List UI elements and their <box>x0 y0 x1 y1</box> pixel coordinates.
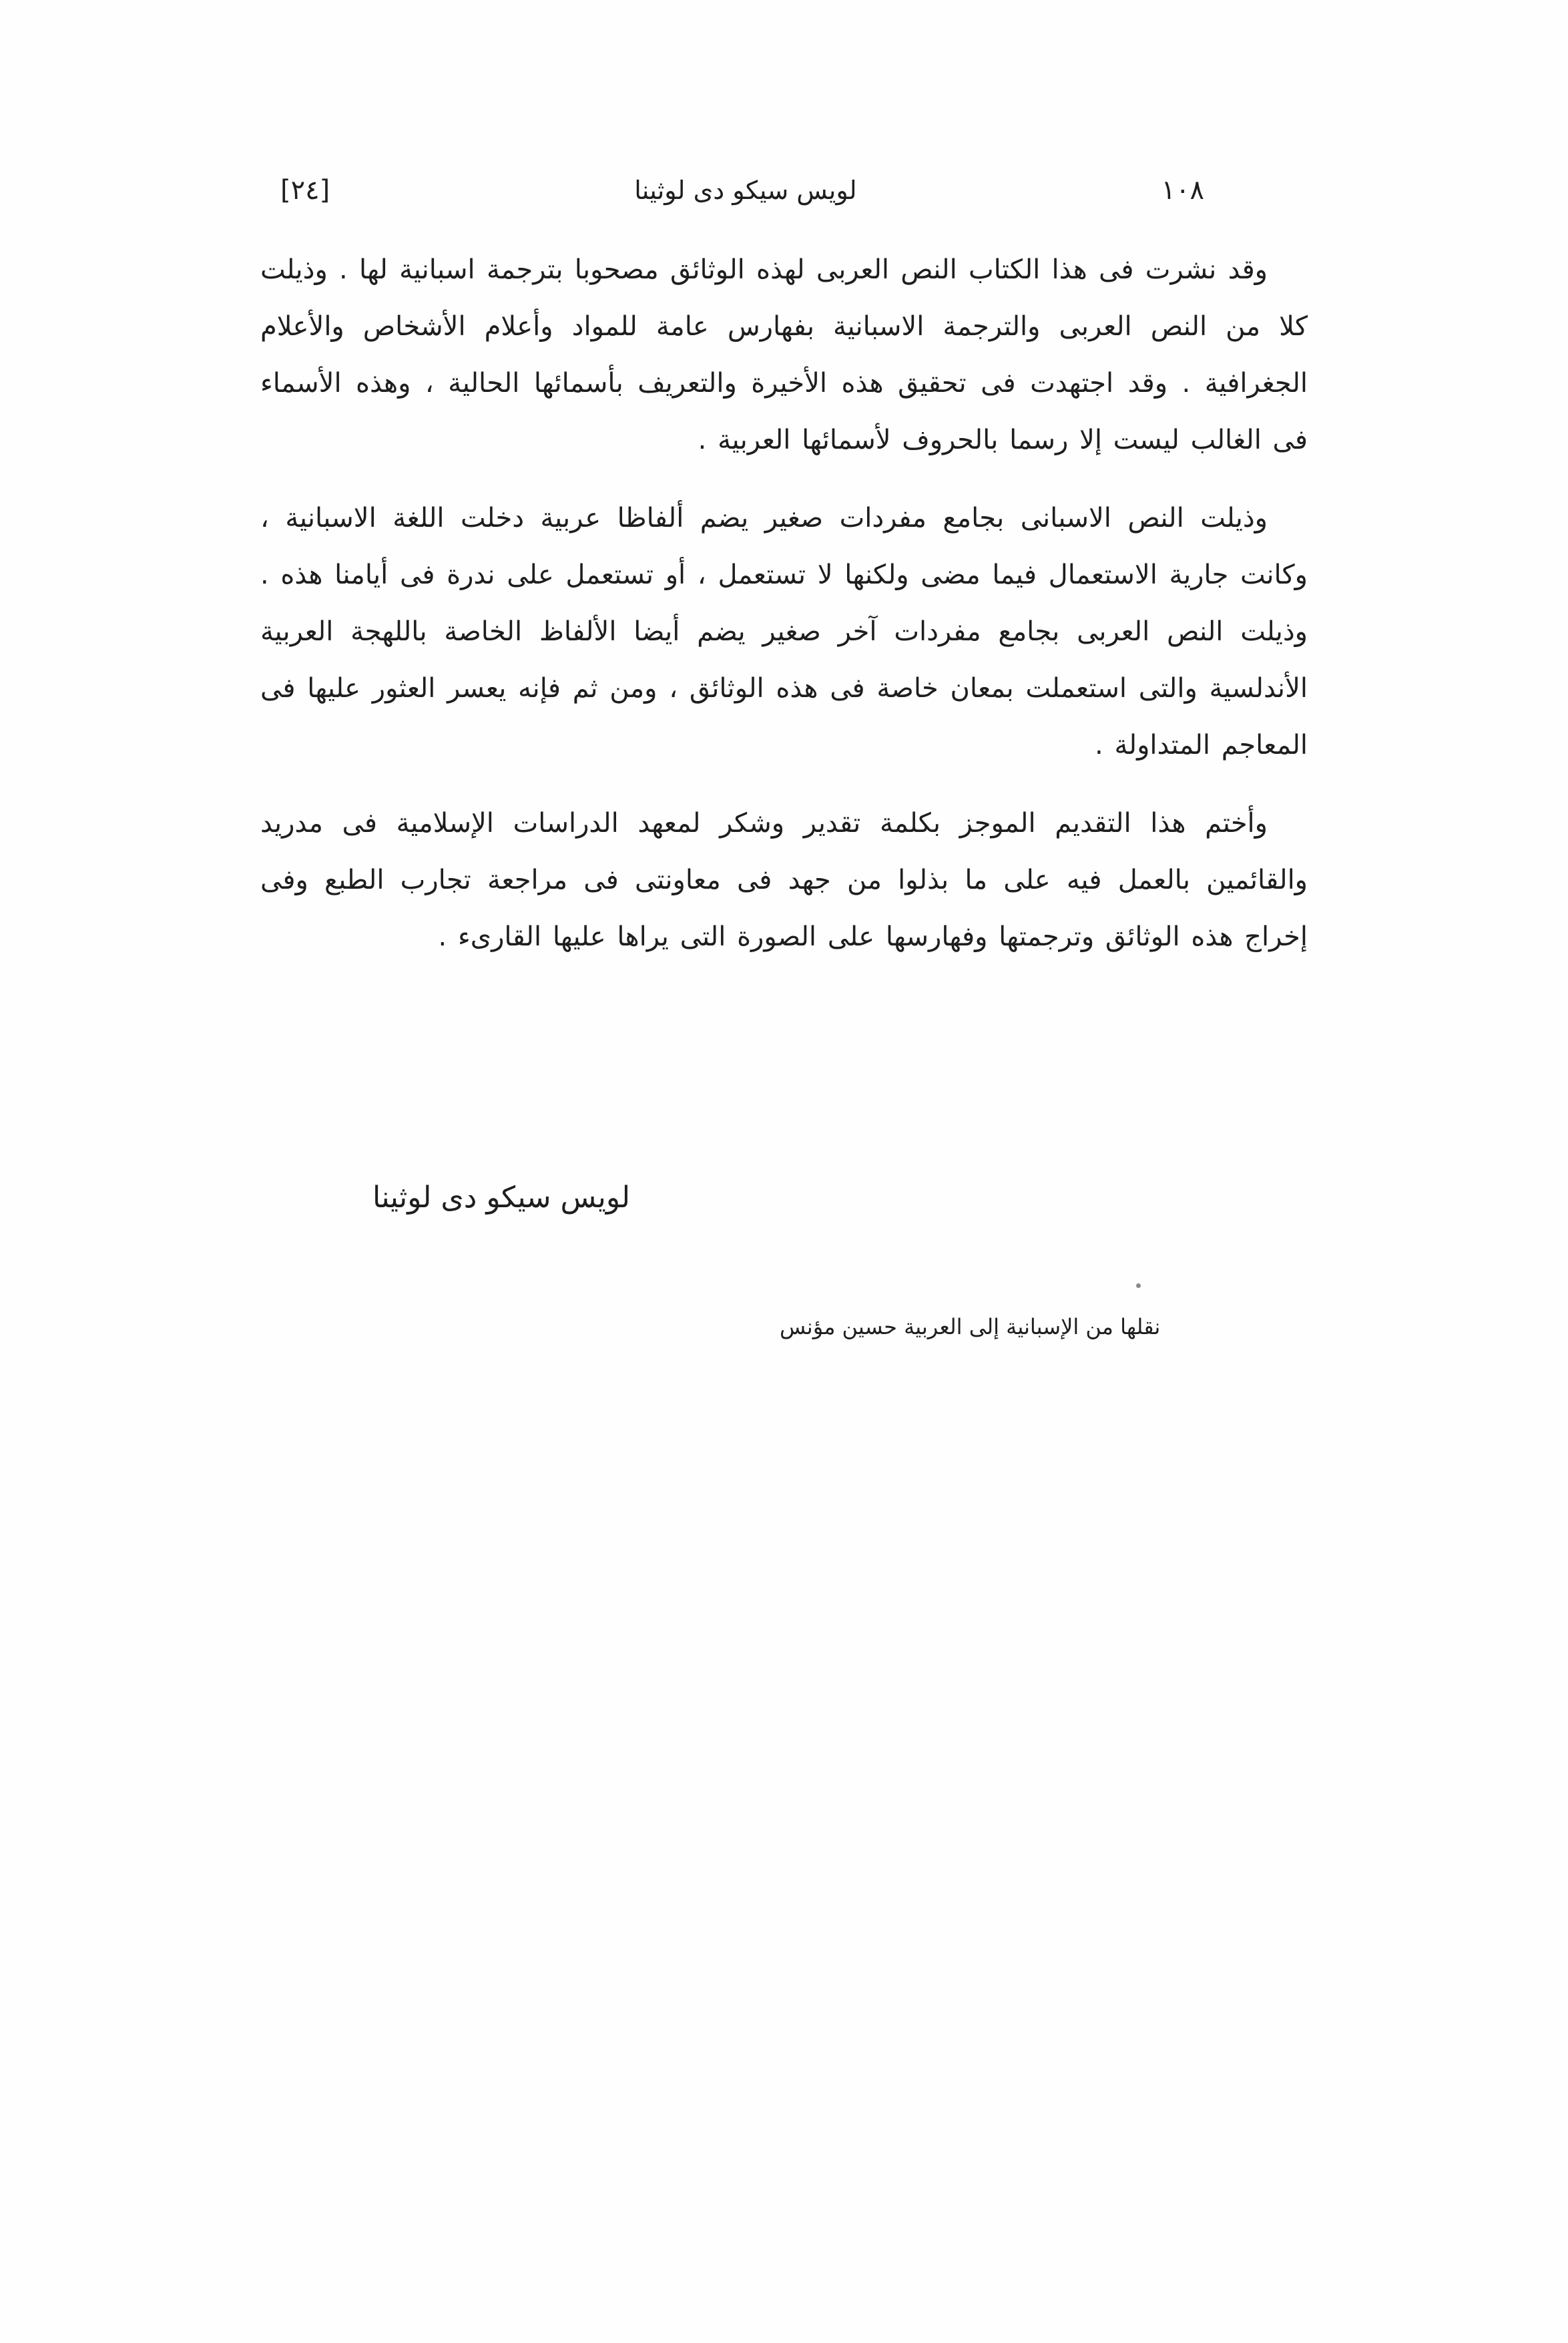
translator-note: نقلها من الإسبانية إلى العربية حسين مؤنس <box>780 1314 1161 1339</box>
page-number: ١٠٨ <box>1161 175 1204 206</box>
paragraph-glossaries-note: وذيلت النص الاسبانى بجامع مفردات صغير يضم ألفاظا عربية دخلت اللغة الاسبانية ، وكانت جارية الاستعمال فيما مضى ولكنها لا تستعمل ، أو تستعمل على ندرة فى أيامنا هذه . وذيلت النص العربى بجامع مفردات آخر صغير يضم أيضا الألفاظ الخاصة باللهجة العربية الأندلسية والتى استعملت بمعان خاصة فى هذه الوثائق ، ومن ثم فإنه يعسر العثور عليها فى المعاجم المتداولة . <box>260 503 1308 761</box>
paragraph-acknowledgements: وأختم هذا التقديم الموجز بكلمة تقدير وشكر لمعهد الدراسات الإسلامية فى مدريد والقائمين بالعمل فيه على ما بذلوا من جهد فى معاونتى فى مراجعة تجارب الطبع وفى إخراج هذه الوثائق وترجمتها وفهارسها على الصورة التى يراها عليها القارىء . <box>260 808 1308 952</box>
paragraph-publication-note: وقد نشرت فى هذا الكتاب النص العربى لهذه الوثائق مصحوبا بترجمة اسبانية لها . وذيلت كلا من النص العربى والترجمة الاسبانية بفهارس عامة للمواد وأعلام الأشخاص والأعلام الجغرافية . وقد اجتهدت فى تحقيق هذه الأخيرة والتعريف بأسمائها الحالية ، وهذه الأسماء فى الغالب ليست إلا رسما بالحروف لأسمائها العربية . <box>260 254 1308 455</box>
body-text <box>260 242 1308 987</box>
bracket-page-ref: [٢٤] <box>280 175 330 206</box>
scan-artifact-dot <box>1136 1283 1141 1288</box>
author-signature: لويس سيكو دى لوثينا <box>372 1181 630 1215</box>
page-header <box>280 175 1204 206</box>
running-title: لويس سيكو دى لوثينا <box>634 176 857 205</box>
